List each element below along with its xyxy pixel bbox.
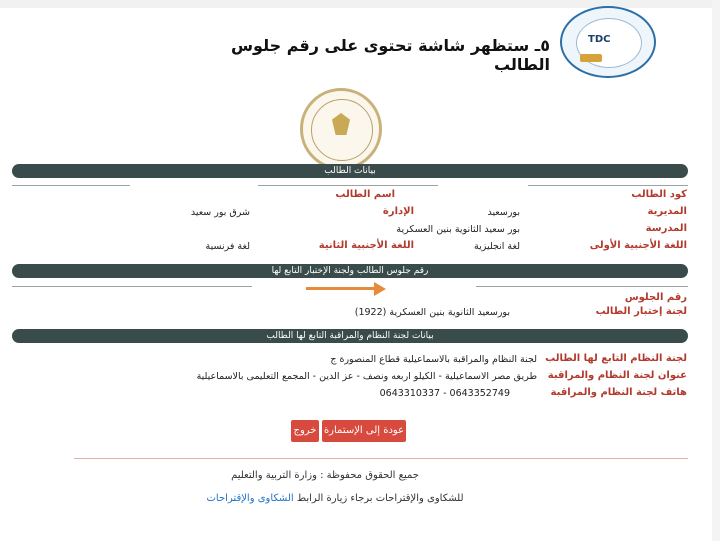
student-code-label: كود الطالب xyxy=(631,189,687,200)
seat-number-label: رقم الجلوس xyxy=(624,292,687,303)
exit-button[interactable]: خروج xyxy=(291,420,319,442)
footer-rights: جميع الحقوق محفوظة : وزارة التربية والتعليم xyxy=(231,470,419,481)
control-address-label: عنوان لجنة النظام والمراقبة xyxy=(547,370,687,381)
footer-complaints xyxy=(200,493,470,504)
exam-committee-value: بورسعيد الثانوية بنين العسكرية (1922) xyxy=(354,307,510,318)
control-phone-value: 0643352749 - 0643310337 xyxy=(379,388,510,399)
separator xyxy=(12,286,252,287)
directorate-label: المديرية xyxy=(647,206,687,217)
complaints-link[interactable]: الشكاوى والإقتراحات xyxy=(206,493,294,504)
control-address-value: طريق مصر الاسماعيلية - الكيلو اربعه ونصف - عز الدين - المجمع التعليمى بالاسماعيلية xyxy=(196,371,537,382)
administration-label: الإدارة xyxy=(382,206,414,217)
control-section-bar: بيانات لجنة النظام والمراقبة التابع لها الطالب xyxy=(12,329,688,343)
arrow-head-icon xyxy=(374,282,386,296)
separator xyxy=(258,185,438,186)
separator xyxy=(476,286,688,287)
footer-divider xyxy=(74,458,688,459)
student-section-bar: بيانات الطالب xyxy=(12,164,688,178)
book-icon xyxy=(580,54,602,62)
first-language-label: اللغة الأجنبية الأولى xyxy=(589,240,687,251)
control-committee-label: لجنة النظام التابع لها الطالب xyxy=(545,353,687,364)
separator xyxy=(528,185,688,186)
school-label: المدرسة xyxy=(645,223,687,234)
directorate-value: بورسعيد xyxy=(487,207,520,218)
school-value: بور سعيد الثانوية بنين العسكرية xyxy=(396,224,520,235)
student-name-label: اسم الطالب xyxy=(335,189,395,200)
scrollbar[interactable] xyxy=(712,0,720,541)
page-heading: ٥ـ ستظهر شاشة تحتوى على رقم جلوس الطالب xyxy=(230,36,550,74)
control-committee-value: لجنة النظام والمراقبة بالاسماعيلية قطاع المنصورة ج xyxy=(330,354,537,365)
exam-committee-label: لجنة إختبار الطالب xyxy=(595,306,687,317)
control-phone-label: هاتف لجنة النظام والمراقبة xyxy=(550,387,687,398)
second-language-value: لغة فرنسية xyxy=(205,241,250,252)
back-to-form-button[interactable]: عودة إلى الإستمارة xyxy=(322,420,406,442)
second-language-label: اللغة الأجنبية الثانية xyxy=(318,240,414,251)
tdc-logo-text: TDC xyxy=(588,34,611,45)
footer-complaints-text: للشكاوى والإقتراحات برجاء زيارة الرابط xyxy=(296,493,464,504)
first-language-value: لغة انجليزية xyxy=(474,241,520,252)
administration-value: شرق بور سعيد xyxy=(190,207,250,218)
tdc-logo xyxy=(560,6,656,78)
ministry-seal xyxy=(300,88,382,170)
seat-section-bar: رقم جلوس الطالب ولجنة الإختبار التابع لها xyxy=(12,264,688,278)
pointer-arrow xyxy=(306,287,376,290)
separator xyxy=(12,185,130,186)
